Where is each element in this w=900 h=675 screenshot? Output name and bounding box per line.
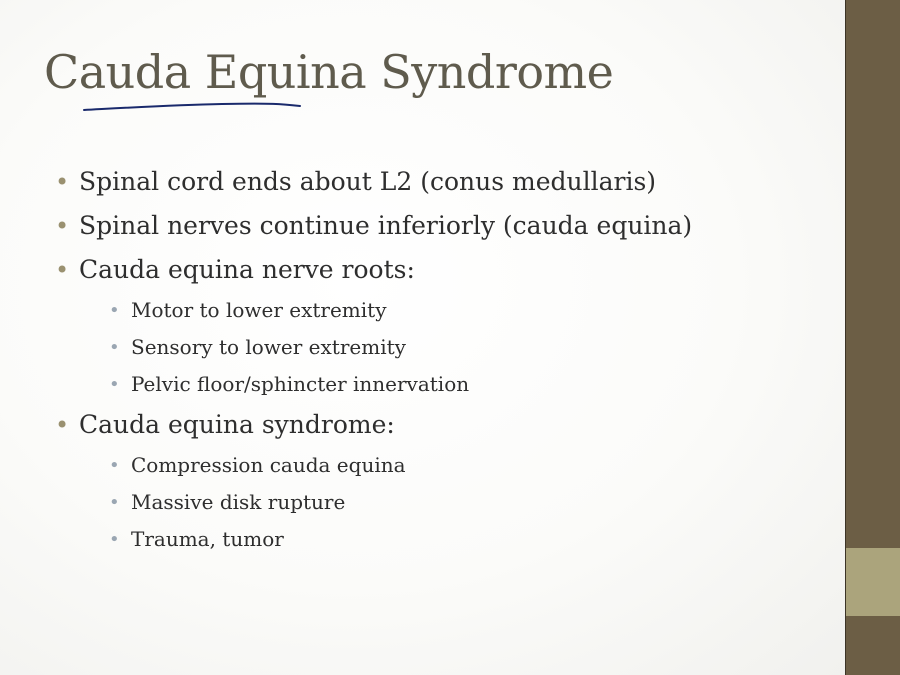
bullet-item (55, 248, 692, 403)
sub-bullet-dot-icon: • (109, 300, 120, 321)
bullet-text: Cauda equina syndrome: (79, 410, 395, 439)
bullet-dot-icon: • (55, 168, 70, 196)
sub-bullet-list (79, 447, 692, 558)
sub-bullet-list (79, 292, 692, 403)
sub-bullet-dot-icon: • (109, 455, 120, 476)
bullet-text: Spinal nerves continue inferiorly (cauda equina) (79, 211, 693, 240)
pen-underline-annotation (82, 100, 302, 116)
bullet-text: Cauda equina nerve roots: (79, 255, 415, 284)
bullet-dot-icon: • (55, 411, 70, 439)
sub-bullet-item (109, 484, 692, 521)
bullet-list (55, 160, 692, 558)
sub-bullet-text: Massive disk rupture (131, 490, 346, 514)
bullet-item (55, 160, 692, 204)
sub-bullet-item (109, 447, 692, 484)
sub-bullet-text: Compression cauda equina (131, 453, 406, 477)
sub-bullet-text: Pelvic floor/sphincter innervation (131, 372, 470, 396)
sub-bullet-text: Motor to lower extremity (131, 298, 387, 322)
bullet-item (55, 204, 692, 248)
bullet-item (55, 403, 692, 558)
decorative-sidebar (845, 0, 900, 675)
sub-bullet-item (109, 366, 692, 403)
sub-bullet-item (109, 292, 692, 329)
sub-bullet-dot-icon: • (109, 337, 120, 358)
sub-bullet-text: Sensory to lower extremity (131, 335, 406, 359)
sub-bullet-text: Trauma, tumor (131, 527, 284, 551)
sub-bullet-dot-icon: • (109, 492, 120, 513)
sub-bullet-dot-icon: • (109, 374, 120, 395)
bullet-dot-icon: • (55, 212, 70, 240)
sub-bullet-item (109, 329, 692, 366)
sub-bullet-item (109, 521, 692, 558)
slide-title: Cauda Equina Syndrome (44, 45, 614, 99)
bullet-dot-icon: • (55, 256, 70, 284)
sub-bullet-dot-icon: • (109, 529, 120, 550)
bullet-text: Spinal cord ends about L2 (conus medullaris) (79, 167, 657, 196)
sidebar-accent-block (846, 548, 900, 616)
